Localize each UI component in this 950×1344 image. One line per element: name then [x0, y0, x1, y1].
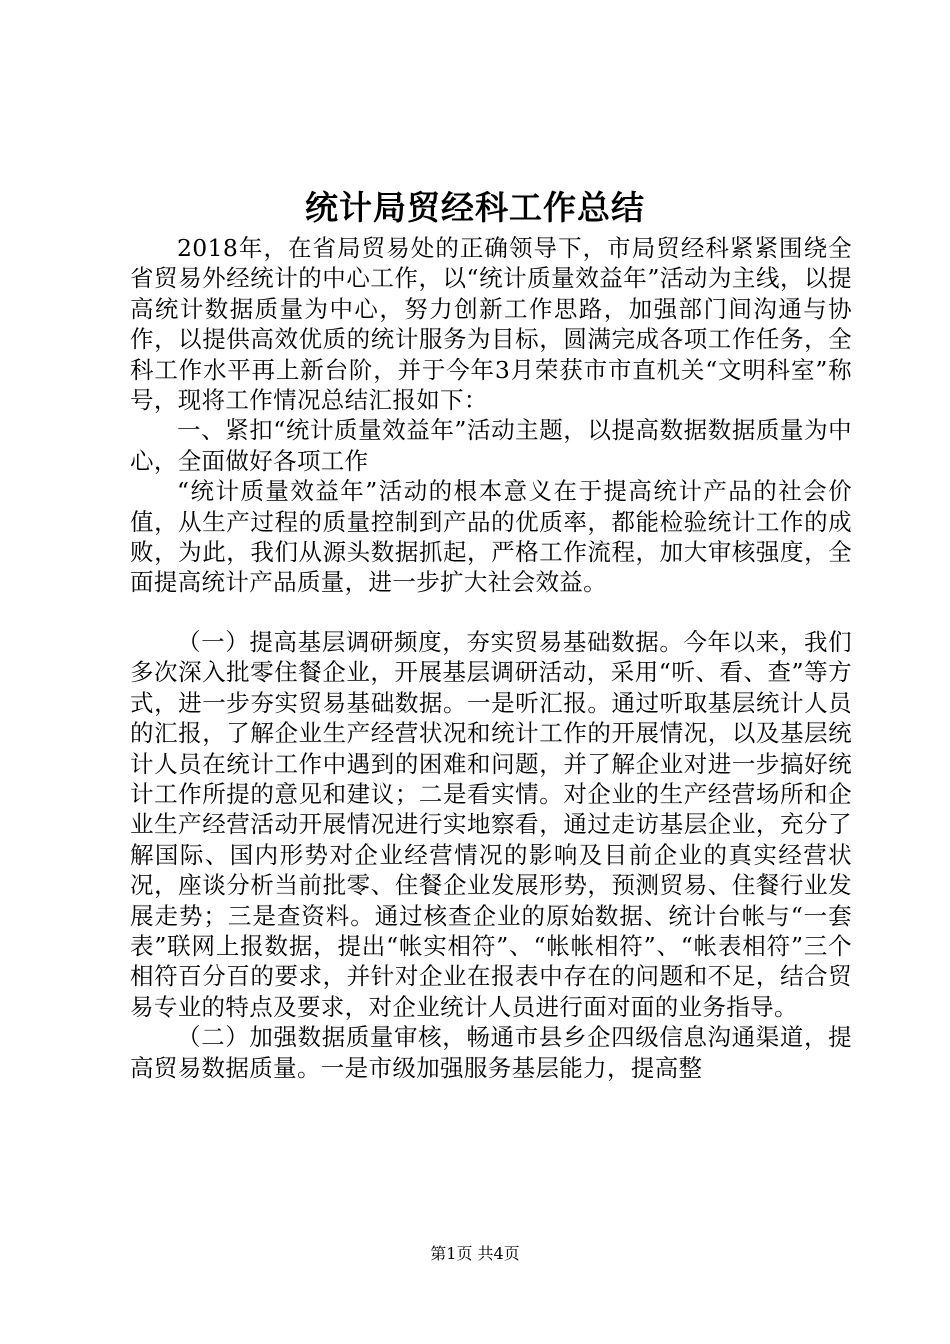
paragraph-subsection-1: （一）提高基层调研频度，夯实贸易基础数据。今年以来，我们多次深入批零住餐企业，开展基层调研活动，采用“听、看、查”等方式，进一步夯实贸易基础数据。一是听汇报。通过听取基层统计人员的汇报，了解企业生产经营状况和统计工作的开展情况，以及基层统计人员在统计工作中遇到的困难和问题，并了解企业对进一步搞好统计工作所提的意见和建议；二是看实情。对企业的生产经营场所和企业生产经营活动开展情况进行实地察看，通过走访基层企业，充分了解国际、国内形势对企业经营情况的影响及目前企业的真实经营状况，座谈分析当前批零、住餐企业发展形势，预测贸易、住餐行业发展走势；三是查资料。通过核查企业的原始数据、统计台帐与“一套表”联网上报数据，提出“帐实相符”、“帐帐相符”、“帐表相符”三个相符百分百的要求，并针对企业在报表中存在的问题和不足，结合贸易专业的特点及要求，对企业统计人员进行面对面的业务指导。 — [130, 627, 852, 1021]
document-body — [130, 233, 852, 1083]
section-heading-1: 一、紧扣“统计质量效益年”活动主题，以提高数据数据质量为中心，全面做好各项工作 — [130, 416, 852, 475]
document-title: 统计局贸经科工作总结 — [305, 188, 645, 227]
paragraph-quality-year: “统计质量效益年”活动的根本意义在于提高统计产品的社会价值，从生产过程的质量控制到产品的优质率，都能检验统计工作的成败，为此，我们从源头数据抓起，严格工作流程，加大审核强度，全面提高统计产品质量，进一步扩大社会效益。 — [130, 477, 852, 597]
paragraph-subsection-2: （二）加强数据质量审核，畅通市县乡企四级信息沟通渠道，提高贸易数据质量。一是市级加强服务基层能力，提高整 — [130, 1023, 852, 1082]
page-number-footer: 第1页 共4页 — [430, 1244, 520, 1263]
paragraph-intro: 2018年，在省局贸易处的正确领导下，市局贸经科紧紧围绕全省贸易外经统计的中心工作，以“统计质量效益年”活动为主线，以提高统计数据质量为中心，努力创新工作思路，加强部门间沟通与协作，以提供高效优质的统计服务为目标，圆满完成各项工作任务，全科工作水平再上新台阶，并于今年3月荣获市市直机关“文明科室”称号，现将工作情况总结汇报如下： — [130, 234, 852, 415]
